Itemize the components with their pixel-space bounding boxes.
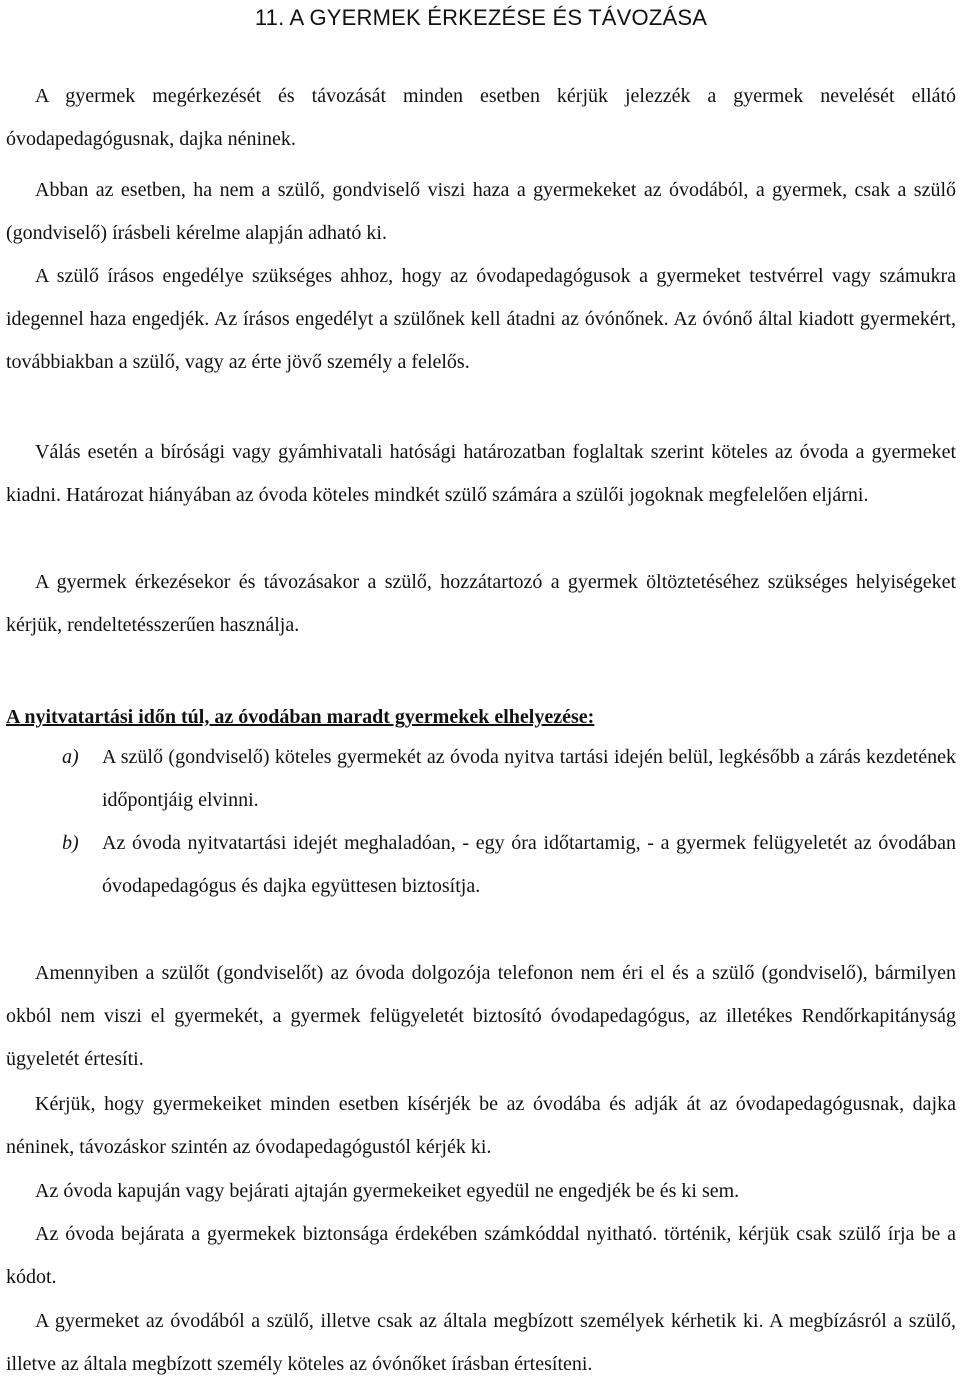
paragraph-divorce: Válás esetén a bírósági vagy gyámhivatali hatósági határozatban foglaltak szerint köteles az óvoda a gyermeket kiadni. Határozat hiányában az óvoda köteles mindkét szülő számára a szülői jogoknak megfelelően eljárni. <box>6 441 956 506</box>
paragraph-entrance-code: Az óvoda bejárata a gyermekek biztonsága érdekében számkóddal nyitható. történik, kérjük csak szülő írja be a kódot. <box>6 1223 956 1288</box>
paragraph-gate-rule: Az óvoda kapuján vagy bejárati ajtaján gyermekeiket egyedül ne engedjék be és ki sem. <box>35 1180 740 1202</box>
page-title: 11. A GYERMEK ÉRKEZÉSE ÉS TÁVOZÁSA <box>254 5 708 30</box>
paragraph-arrival-notice: A gyermek megérkezését és távozását minden esetben kérjük jelezzék a gyermek nevelését ellátó óvodapedagógusnak, dajka néninek. <box>6 85 956 150</box>
paragraph-police-notice: Amennyiben a szülőt (gondviselőt) az óvoda dolgozója telefonon nem éri el és a szülő (gondviselő), bármilyen okból nem viszi el gyermekét, a gyermek felügyeletét biztosító óvodapedagógus, az illetékes Rendőrkapitányság ügyeletét értesíti. <box>6 962 956 1070</box>
list-marker: a) <box>62 746 79 768</box>
list-marker: b) <box>62 832 79 854</box>
paragraph-authorized-persons: A gyermeket az óvodából a szülő, illetve csak az általa megbízott személyek kérhetik ki. A megbízásról a szülő, illetve az általa megbízott személy köteles az óvónőket írásban értesíteni. <box>6 1310 956 1375</box>
paragraph-guardian-pickup: Abban az esetben, ha nem a szülő, gondviselő viszi haza a gyermekeket az óvodából, a gyermek, csak a szülő (gondviselő) írásbeli kérelme alapján adható ki. <box>6 179 956 244</box>
paragraph-escort-request: Kérjük, hogy gyermekeiket minden esetben kísérjék be az óvodába és adják át az óvodapedagógusnak, dajka néninek, távozáskor szintén az óvodapedagógustól kérjék ki. <box>6 1093 956 1158</box>
paragraph-written-permission: A szülő írásos engedélye szükséges ahhoz, hogy az óvodapedagógusok a gyermeket testvérrel vagy számukra idegennel haza engedjék. Az írásos engedélyt a szülőnek kell átadni az óvónőnek. Az óvónő által kiadott gyermekért, továbbiakban a szülő, vagy az érte jövő személy a felelős. <box>6 265 956 373</box>
paragraph-rooms-usage: A gyermek érkezésekor és távozásakor a szülő, hozzátartozó a gyermek öltöztetéséhez szükséges helyiségeket kérjük, rendeltetésszerűen használja. <box>6 571 956 636</box>
section-heading: A nyitvatartási időn túl, az óvodában maradt gyermekek elhelyezése: <box>6 706 595 728</box>
list-item-text: A szülő (gondviselő) köteles gyermekét az óvoda nyitva tartási idején belül, legkésőbb a zárás kezdetének időpontjáig elvinni. <box>102 746 956 811</box>
list-item-text: Az óvoda nyitvatartási idejét meghaladóan, - egy óra időtartamig, - a gyermek felügyeletét az óvodában óvodapedagógus és dajka együttesen biztosítja. <box>102 832 956 897</box>
